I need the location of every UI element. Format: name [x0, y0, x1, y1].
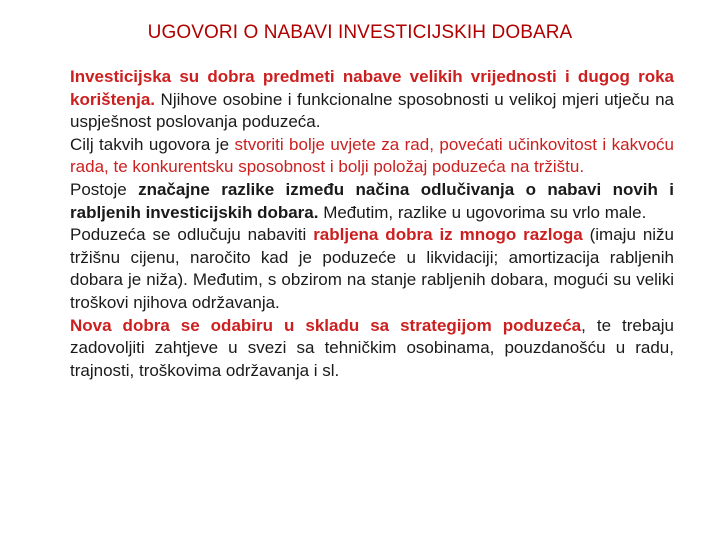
paragraph-text: (imaju nižu tržišnu cijenu, naročito kad je poduzeće u likvidaciji; amortizacija rabljenih dobara je niža). Međutim, s obzirom na stanje rabljenih dobara, mogući su veliki troškovi njihova održavanja.	[70, 225, 675, 312]
paragraph-differences	[70, 179, 674, 224]
paragraph-text: Međutim, razlike u ugovorima su vrlo male.	[318, 202, 647, 222]
page-title: UGOVORI O NABAVI INVESTICIJSKIH DOBARA	[147, 22, 573, 43]
paragraph-new-goods	[70, 315, 674, 383]
paragraph-text: Cilj takvih ugovora je	[70, 134, 235, 154]
emphasis-goal: stvoriti bolje uvjete za rad, povećati učinkovitost i kakvoću rada, te konkurentsku sposobnost i bolji položaj poduzeća na tržištu.	[70, 134, 674, 177]
paragraph-text: Njihove osobine i funkcionalne sposobnosti u velikoj mjeri utječu na uspješnost poslovanja poduzeća.	[70, 89, 674, 132]
paragraph-investment-goods	[70, 66, 674, 134]
paragraph-text: Poduzeća se odlučuju nabaviti	[70, 225, 314, 245]
paragraph-used-goods	[70, 224, 674, 314]
emphasis-used-goods: rabljena dobra iz mnogo razloga	[313, 225, 583, 245]
paragraph-text: , te trebaju zadovoljiti zahtjeve u svezi sa tehničkim osobinama, pouzdanošću u radu, trajnosti, troškovima održavanja i sl.	[70, 315, 674, 380]
paragraph-text: Postoje	[70, 179, 139, 199]
emphasis-differences: značajne razlike između načina odlučivanja o nabavi novih i rabljenih investicijskih dobara.	[70, 179, 674, 222]
body-text	[70, 66, 674, 382]
emphasis-definition: Investicijska su dobra predmeti nabave velikih vrijednosti i dugog roka korištenja.	[70, 67, 674, 109]
paragraph-contract-goal	[70, 134, 674, 179]
emphasis-new-goods: Nova dobra se odabiru u skladu sa strategijom poduzeća	[70, 315, 582, 335]
